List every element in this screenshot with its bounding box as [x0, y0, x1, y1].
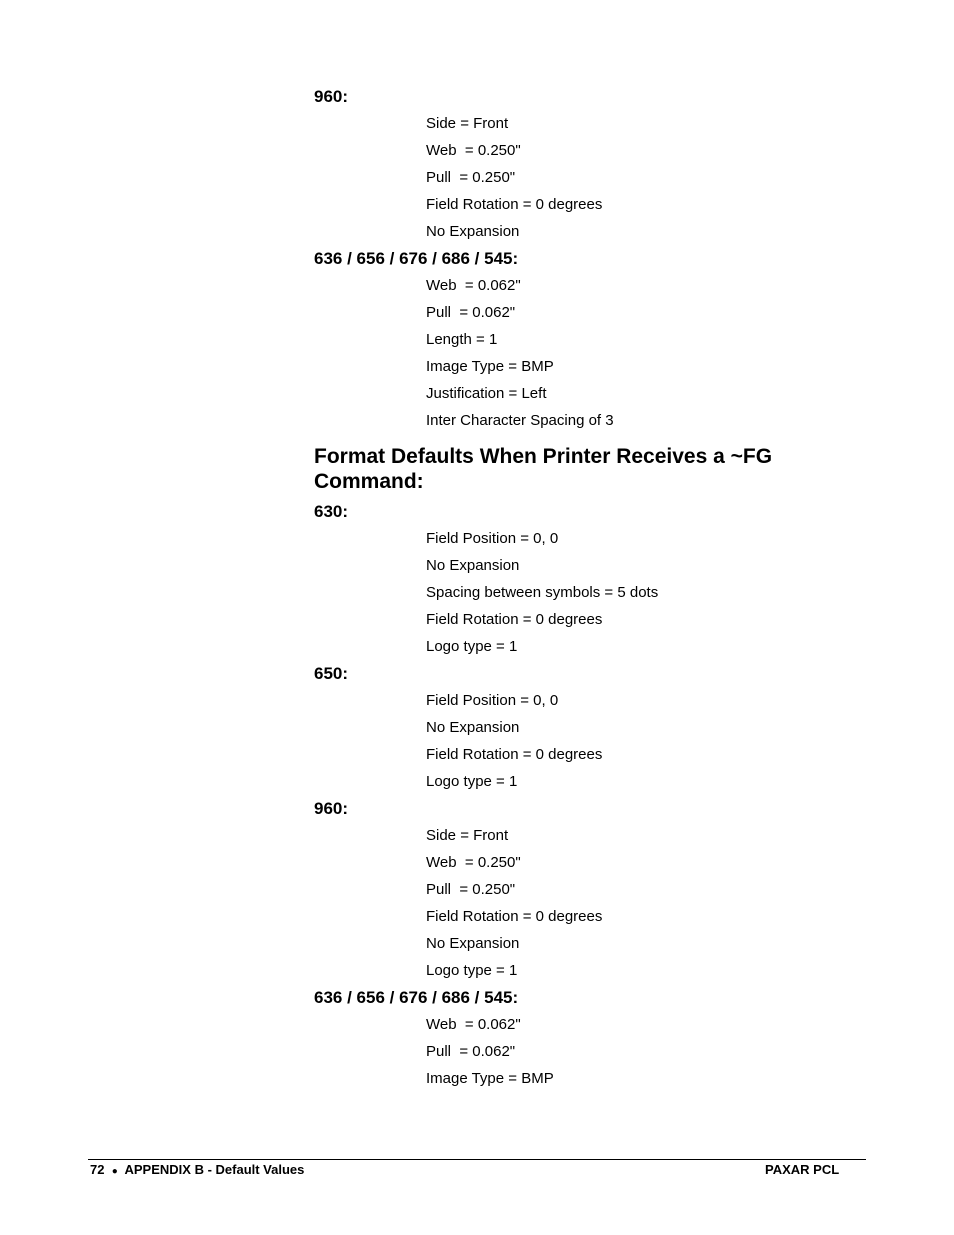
list-item: Pull = 0.062" [426, 1043, 516, 1060]
section-heading: 960: [314, 799, 349, 818]
list-item: No Expansion [426, 557, 520, 574]
fg-section-636-group [314, 987, 874, 1092]
list-item: Side = Front [426, 827, 509, 844]
section-heading: 630: [314, 502, 349, 521]
list-item: Image Type = BMP [426, 1070, 554, 1087]
section-960 [314, 86, 874, 245]
list-item: Field Rotation = 0 degrees [426, 746, 603, 763]
value-list [314, 1011, 874, 1092]
list-item: Web = 0.062" [426, 277, 521, 294]
list-item: Image Type = BMP [426, 358, 554, 375]
value-list [314, 110, 874, 245]
list-item: Field Position = 0, 0 [426, 692, 559, 709]
footer-section-title: APPENDIX B - Default Values [124, 1162, 305, 1177]
value-list [314, 822, 874, 984]
list-item: Side = Front [426, 115, 509, 132]
page-content [314, 86, 874, 1095]
page-number: 72 [90, 1162, 105, 1177]
list-item: Field Rotation = 0 degrees [426, 908, 603, 925]
section-heading: 636 / 656 / 676 / 686 / 545: [314, 249, 519, 268]
section-heading: 960: [314, 87, 349, 106]
value-list [314, 525, 874, 660]
list-item: Logo type = 1 [426, 962, 518, 979]
value-list [314, 272, 874, 434]
list-item: Pull = 0.250" [426, 169, 516, 186]
footer-product: PAXAR PCL [765, 1162, 840, 1177]
list-item: Spacing between symbols = 5 dots [426, 584, 659, 601]
list-item: Pull = 0.250" [426, 881, 516, 898]
list-item: Field Rotation = 0 degrees [426, 611, 603, 628]
section-heading: 636 / 656 / 676 / 686 / 545: [314, 988, 519, 1007]
list-item: Field Position = 0, 0 [426, 530, 559, 547]
major-heading: Format Defaults When Printer Receives a ~FG Command: [314, 445, 773, 493]
fg-section-650 [314, 663, 874, 795]
section-heading: 650: [314, 664, 349, 683]
fg-section-960 [314, 798, 874, 984]
list-item: Web = 0.062" [426, 1016, 521, 1033]
footer-left [90, 1162, 304, 1177]
list-item: Justification = Left [426, 385, 547, 402]
list-item: Field Rotation = 0 degrees [426, 196, 603, 213]
value-list [314, 687, 874, 795]
list-item: No Expansion [426, 935, 520, 952]
list-item: No Expansion [426, 223, 520, 240]
fg-section-630 [314, 501, 874, 660]
bullet-icon: ● [111, 1166, 118, 1177]
list-item: Web = 0.250" [426, 142, 521, 159]
list-item: No Expansion [426, 719, 520, 736]
footer-divider [88, 1159, 866, 1160]
list-item: Length = 1 [426, 331, 498, 348]
list-item: Logo type = 1 [426, 638, 518, 655]
list-item: Web = 0.250" [426, 854, 521, 871]
list-item: Inter Character Spacing of 3 [426, 412, 614, 429]
list-item: Pull = 0.062" [426, 304, 516, 321]
section-636-group [314, 248, 874, 434]
list-item: Logo type = 1 [426, 773, 518, 790]
